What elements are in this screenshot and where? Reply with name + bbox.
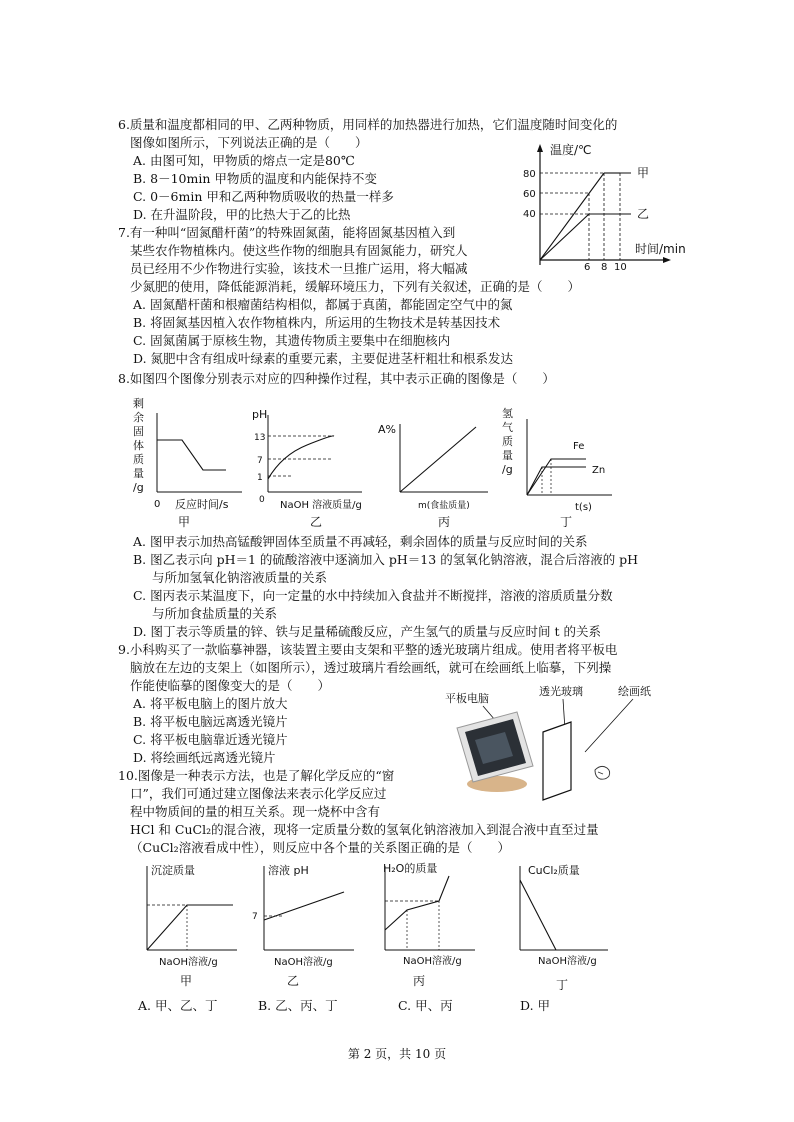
- q6-xtick-8: 8: [601, 262, 608, 273]
- q8-graph-yi: [252, 405, 377, 530]
- q8-yi-ytick-7: 7: [257, 456, 263, 466]
- q8-ding-series-zn: Zn: [592, 465, 606, 476]
- q8-bing-ylabel: A%: [378, 423, 396, 436]
- q9-label-paper: 绘画纸: [618, 685, 651, 698]
- q10-option-b: B. 乙、丙、丁: [258, 998, 338, 1013]
- q10-graph-yi: [252, 858, 367, 993]
- q8-yi-ytick-1: 1: [257, 473, 263, 483]
- q8-ding-ylabel-5: /g: [502, 463, 513, 476]
- q8-yi-ytick-0: 0: [259, 495, 265, 505]
- q10-ding-ylabel: CuCl₂质量: [528, 864, 580, 877]
- tablet-icon: [457, 712, 533, 782]
- q10-jia-xlabel: NaOH溶液/g: [159, 957, 218, 968]
- q8-jia-ylabel-4: 体: [133, 439, 144, 452]
- q10-stem-line1: 10.图像是一种表示方法，也是了解化学反应的“窗: [118, 768, 395, 783]
- q10-bing-ylabel: H₂O的质量: [383, 862, 438, 875]
- q7-stem-line4: 少氮肥的使用，降低能源消耗，缓解环境压力，下列有关叙述，正确的是（ ）: [130, 279, 581, 294]
- q10-yi-xlabel: NaOH溶液/g: [274, 957, 333, 968]
- q9-stem-line3: 作能使临摹的图像变大的是（ ）: [130, 678, 331, 693]
- q8-yi-xlabel: NaOH 溶液质量/g: [280, 500, 362, 511]
- q9-option-d: D. 将绘画纸远离透光镜片: [133, 750, 276, 765]
- q10-ding-curve: [520, 880, 556, 950]
- q6-series-yi: 乙: [637, 207, 650, 221]
- q9-stem-line2: 脑放在左边的支架上（如图所示），透过玻璃片看绘画纸，就可在绘画纸上临摹，下列操: [130, 660, 612, 675]
- q7-option-c: C. 固氮菌属于原核生物，其遗传物质主要集中在细胞核内: [133, 333, 451, 348]
- q6-option-b: B. 8－10min 甲物质的温度和内能保持不变: [133, 171, 377, 186]
- q8-ding-curve-fe: [527, 459, 586, 495]
- q8-ding-series-fe: Fe: [573, 441, 585, 452]
- q8-graph-bing: [378, 412, 498, 530]
- q8-ding-ylabel-4: 量: [502, 449, 513, 462]
- q8-jia-ylabel-5: 质: [133, 453, 144, 466]
- q10-ding-name: 丁: [556, 978, 569, 992]
- q6-series-jia: 甲: [637, 166, 650, 180]
- q10-jia-curve: [147, 905, 233, 950]
- q8-jia-ylabel-6: 量: [133, 467, 144, 480]
- q8-yi-curve: [268, 436, 334, 479]
- q8-ding-ylabel-1: 氢: [502, 407, 513, 420]
- q6-ytick-40: 40: [523, 209, 536, 220]
- q8-option-d: D. 图丁表示等质量的锌、铁与足量稀硫酸反应，产生氢气的质量与反应时间 t 的关系: [133, 624, 601, 639]
- q8-stem: 8.如图四个图像分别表示对应的四种操作过程，其中表示正确的图像是（ ）: [118, 371, 555, 386]
- q10-jia-name: 甲: [180, 974, 193, 988]
- q8-option-c-cont: 与所加食盐质量的关系: [152, 606, 278, 621]
- page-footer: 第 2 页，共 10 页: [347, 1047, 447, 1061]
- q6-temperature-graph: [515, 140, 705, 275]
- q10-yi-curve: [264, 892, 344, 920]
- q8-option-b: B. 图乙表示向 pH＝1 的硫酸溶液中逐滴加入 pH＝13 的氢氧化钠溶液，混合后溶液的 pH: [133, 552, 639, 567]
- q10-option-a: A. 甲、乙、丁: [138, 998, 218, 1013]
- q9-stem-line1: 9.小科购买了一款临摹神器，该装置主要由支架和平整的透光玻璃片组成。使用者将平板电: [118, 642, 618, 657]
- q6-option-c: C. 0－6min 甲和乙两种物质吸收的热量一样多: [133, 189, 394, 204]
- q6-guide-lines: [540, 173, 620, 260]
- q10-graph-ding: [508, 858, 618, 993]
- q10-yi-ylabel: 溶液 pH: [268, 864, 309, 877]
- q9-option-a: A. 将平板电脑上的图片放大: [133, 696, 288, 711]
- q8-jia-ylabel-1: 剩: [133, 397, 144, 410]
- q8-jia-name: 甲: [178, 515, 191, 529]
- q10-bing-xlabel: NaOH溶液/g: [403, 956, 462, 967]
- q8-jia-ylabel-2: 余: [133, 411, 144, 424]
- q6-line-yi-rise: [540, 214, 589, 260]
- q9-label-glass: 透光玻璃: [539, 685, 583, 698]
- q8-jia-curve: [157, 440, 226, 470]
- q7-option-b: B. 将固氮基因植入农作物植株内，所运用的生物技术是转基因技术: [133, 315, 501, 330]
- q8-option-c: C. 图丙表示某温度下，向一定量的水中持续加入食盐并不断搅拌，溶液的溶质质量分数: [133, 588, 613, 603]
- q6-stem-line1: 6.质量和温度都相同的甲、乙两种物质，用同样的加热器进行加热，它们温度随时间变化的: [118, 117, 618, 132]
- q9-option-b: B. 将平板电脑远离透光镜片: [133, 714, 288, 729]
- q8-ding-xlabel: t(s): [575, 502, 592, 513]
- q10-graph-bing: [373, 858, 488, 993]
- q10-yi-ytick-7: 7: [252, 912, 258, 922]
- q10-option-d: D. 甲: [520, 998, 551, 1013]
- q8-bing-xlabel: m(食盐质量): [418, 501, 470, 511]
- q8-option-b-cont: 与所加氢氧化钠溶液质量的关系: [152, 570, 328, 585]
- q8-jia-ylabel-7: /g: [133, 481, 144, 494]
- q6-option-d: D. 在升温阶段，甲的比热大于乙的比热: [133, 207, 351, 222]
- q10-option-c: C. 甲、丙: [398, 998, 453, 1013]
- q8-yi-ylabel: pH: [252, 408, 268, 421]
- q10-jia-ylabel: 沉淀质量: [151, 864, 195, 877]
- q10-ding-xlabel: NaOH溶液/g: [538, 956, 597, 967]
- q9-tracing-device-figure: [435, 682, 685, 802]
- q10-graph-jia: [135, 858, 250, 993]
- q8-jia-ylabel-3: 固: [133, 425, 144, 438]
- q8-ding-ylabel-3: 质: [502, 435, 513, 448]
- q8-option-a: A. 图甲表示加热高锰酸钾固体至质量不再减轻，剩余固体的质量与反应时间的关系: [133, 534, 588, 549]
- q10-stem-line4: HCl 和 CuCl₂的混合液，现将一定质量分数的氢氧化钠溶液加入到混合液中直至过量: [130, 822, 599, 837]
- q10-bing-name: 丙: [413, 974, 426, 988]
- q6-ytick-80: 80: [523, 169, 536, 180]
- q8-jia-origin: 0: [154, 499, 161, 510]
- q8-ding-ylabel-2: 气: [502, 421, 513, 434]
- q6-stem-line2: 图像如图所示，下列说法正确的是（ ）: [130, 135, 368, 150]
- q6-ytick-60: 60: [523, 189, 536, 200]
- q8-yi-name: 乙: [310, 515, 323, 529]
- q8-yi-ytick-13: 13: [254, 433, 266, 443]
- q7-option-d: D. 氮肥中含有组成叶绿素的重要元素，主要促进茎杆粗壮和根系发达: [133, 351, 514, 366]
- q8-ding-name: 丁: [560, 515, 573, 529]
- q8-bing-curve: [400, 427, 476, 492]
- q8-jia-xlabel: 反应时间/s: [175, 498, 229, 511]
- q6-option-a: A. 由图可知，甲物质的熔点一定是80℃: [133, 153, 355, 168]
- q6-xtick-10: 10: [614, 262, 627, 273]
- q8-bing-name: 丙: [438, 515, 451, 529]
- q6-ylabel: 温度/℃: [550, 143, 592, 157]
- q6-line-jia-rise: [540, 173, 604, 260]
- q7-stem-line3: 员已经用不少作物进行实验，该技术一旦推广运用，将大幅减: [130, 261, 468, 276]
- q10-stem-line5: （CuCl₂溶液看成中性），则反应中各个量的关系图正确的是（ ）: [130, 840, 510, 855]
- q9-option-c: C. 将平板电脑靠近透光镜片: [133, 732, 288, 747]
- q10-stem-line3: 程中物质间的量的相互关系。现一烧杯中含有: [130, 804, 381, 819]
- hand-icon: [595, 766, 610, 779]
- q7-stem-line1: 7.有一种叫“固氮醋杆菌”的特殊固氮菌，能将固氮基因植入到: [118, 225, 456, 240]
- q8-graph-ding: [500, 405, 620, 530]
- q8-graph-jia: [130, 395, 250, 530]
- q7-stem-line2: 某些农作物植株内。使这些作物的细胞具有固氮能力，研究人: [130, 243, 468, 258]
- q9-label-tablet: 平板电脑: [445, 692, 489, 705]
- q10-stem-line2: 口”，我们可通过建立图像法来表示化学反应过: [130, 786, 387, 801]
- q7-option-a: A. 固氮醋杆菌和根瘤菌结构相似，都属于真菌，都能固定空气中的氮: [133, 297, 513, 312]
- q6-xlabel: 时间/min: [635, 242, 686, 256]
- q9-glass-pane: [543, 722, 571, 800]
- q10-bing-curve: [385, 876, 449, 930]
- q10-yi-name: 乙: [287, 974, 300, 988]
- q6-xtick-6: 6: [584, 262, 591, 273]
